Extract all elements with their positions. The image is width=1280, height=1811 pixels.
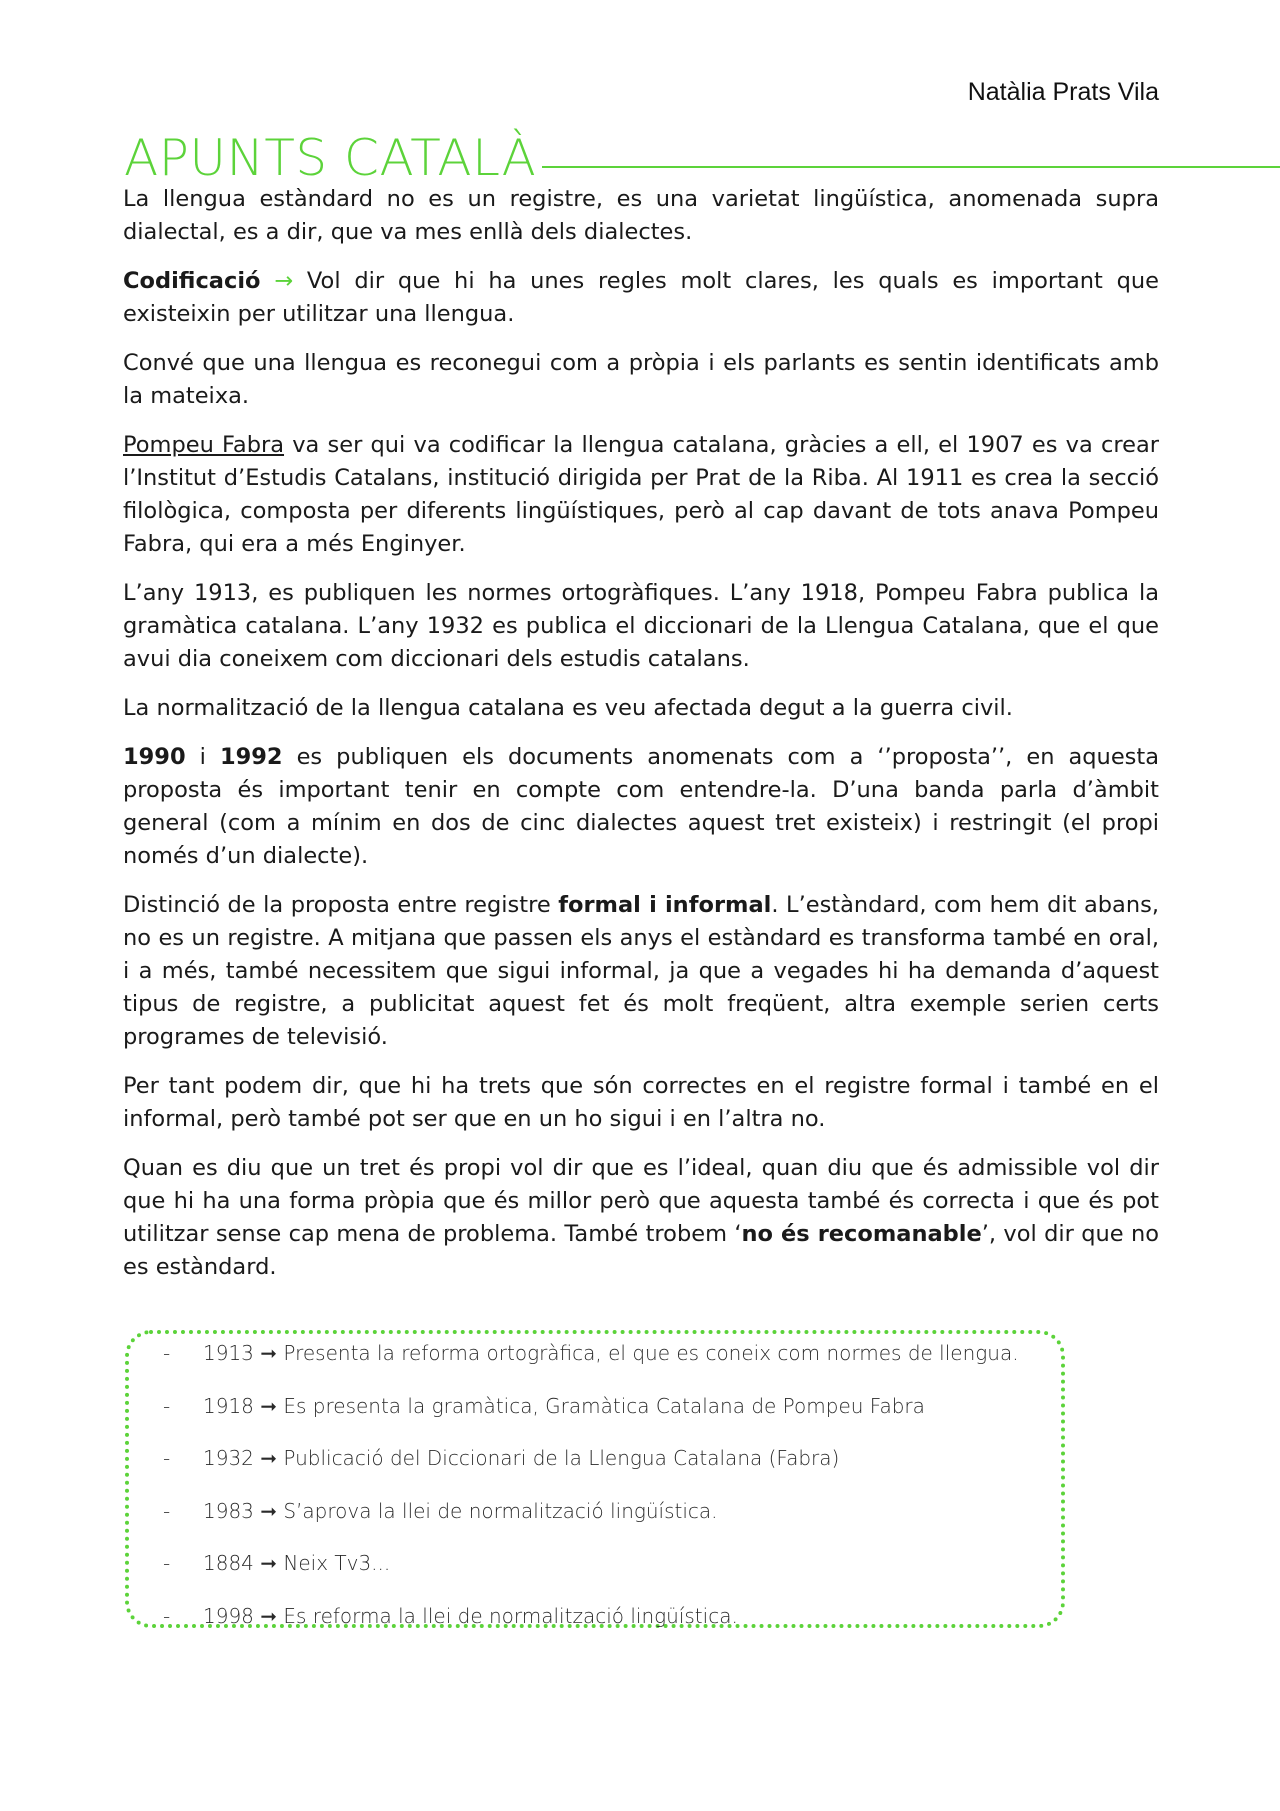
paragraph-civil-war: La normalització de la llengua catalana es veu afectada degut a la guerra civil. (123, 695, 1013, 721)
document-body (123, 183, 1159, 1300)
pompeu-fabra-text: va ser qui va codificar la llengua catalana, gràcies a ell, el 1907 es va crear l’Institut d’Estudis Catalans, institució dirigida per Prat de la Riba. Al 1911 es crea la secció filològica, composta per diferents lingüístiques, però al cap davant de tots anava Pompeu Fabra, qui era a més Enginyer. (123, 432, 1159, 557)
title-rule (542, 166, 1280, 168)
timeline-list (129, 1338, 1061, 1653)
proposal-text: es publiquen els documents anomenats com a ‘’proposta’’, en aquesta proposta és important tenir en compte com entendre-la. D’una banda parla d’àmbit general (com a mínim en dos de cinc dialectes aquest tret existeix) i restringit (el propi només d’un dialecte). (123, 744, 1159, 869)
term-not-recommended: no és recomanable (741, 1221, 982, 1247)
year-1990: 1990 (123, 744, 186, 770)
author-name: Natàlia Prats Vila (967, 78, 1159, 106)
registers-text: . L’estàndard, com hem dit abans, no es un registre. A mitjana que passen els anys el estàndard es transforma també en oral, i a més, també necessitem que sigui informal, ja que a vegades hi ha demanda d’aquest tipus de registre, a publicitat aquest fet és molt freqüent, altra exemple serien certs programes de televisió. (123, 892, 1159, 1050)
timeline-text: 1932 ➞ Publicació del Diccionari de la Llengua Catalana (Fabra) (203, 1446, 840, 1470)
title-row (124, 126, 1280, 190)
timeline-text: 1983 ➞ S’aprova la llei de normalització lingüística. (203, 1498, 718, 1523)
pompeu-fabra-link[interactable]: Pompeu Fabra (123, 432, 285, 458)
dash-bullet: - (163, 1551, 171, 1575)
year-1992: 1992 (219, 744, 283, 770)
dash-bullet: - (163, 1498, 171, 1523)
arrow-icon: → (274, 268, 294, 294)
timeline-item (129, 1338, 1061, 1391)
timeline-item (129, 1496, 1061, 1549)
recommendation-intro: Quan es diu que un tret és propi vol dir que es l’ideal, quan diu que és admissible vol dir que hi ha una forma pròpia que és millor però que aquesta també és correcta i que és pot utilitzar sense cap mena de problema. També trobem ‘ (123, 1155, 1159, 1247)
paragraph-registers (123, 889, 1159, 1054)
paragraph-proposal (123, 741, 1159, 873)
timeline-item (129, 1391, 1061, 1444)
timeline-text: 1913 ➞ Presenta la reforma ortogràfica, el que es coneix com normes de llengua. (203, 1341, 1019, 1365)
term-codification: Codificació (123, 268, 261, 294)
dash-bullet: - (163, 1603, 171, 1628)
timeline-text: 1918 ➞ Es presenta la gramàtica, Gramàtica Catalana de Pompeu Fabra (203, 1393, 925, 1418)
paragraph-codification (123, 265, 1159, 331)
dash-bullet: - (163, 1341, 171, 1365)
registers-intro: Distinció de la proposta entre registre (123, 892, 559, 918)
timeline-item (129, 1443, 1061, 1496)
page-title: APUNTS CATALÀ (124, 129, 537, 187)
paragraph-identity: Convé que una llengua es reconegui com a pròpia i els parlants es sentin identificats amb la mateixa. (123, 350, 1159, 409)
codification-definition: Vol dir que hi ha unes regles molt clares, les quals es important que existeixin per utilitzar una llengua. (123, 268, 1159, 327)
dash-bullet: - (163, 1393, 171, 1418)
paragraph-traits: Per tant podem dir, que hi ha trets que són correctes en el registre formal i també en el informal, però també pot ser que en un ho sigui i en l’altra no. (123, 1073, 1159, 1132)
recommendation-text: ’, vol dir que no es estàndard. (123, 1221, 1159, 1280)
paragraph-standard-language: La llengua estàndard no es un registre, es una varietat lingüística, anomenada supra dialectal, es a dir, que va mes enllà dels dialectes. (123, 186, 1159, 245)
timeline-item (129, 1548, 1061, 1601)
timeline-box (125, 1330, 1065, 1628)
proposal-connector: i (185, 744, 220, 770)
paragraph-pompeu-fabra (123, 429, 1159, 561)
paragraph-recommendation (123, 1152, 1159, 1284)
paragraph-dates: L’any 1913, es publiquen les normes ortogràfiques. L’any 1918, Pompeu Fabra publica la gramàtica catalana. L’any 1932 es publica el diccionari de la Llengua Catalana, que el que avui dia coneixem com diccionari dels estudis catalans. (123, 580, 1159, 672)
timeline-text: 1884 ➞ Neix Tv3... (203, 1551, 391, 1575)
timeline-item (129, 1601, 1061, 1654)
timeline-text: 1998 ➞ Es reforma la llei de normalització lingüística. (203, 1603, 738, 1628)
dash-bullet: - (163, 1446, 171, 1470)
term-formal-informal: formal i informal (558, 892, 772, 918)
